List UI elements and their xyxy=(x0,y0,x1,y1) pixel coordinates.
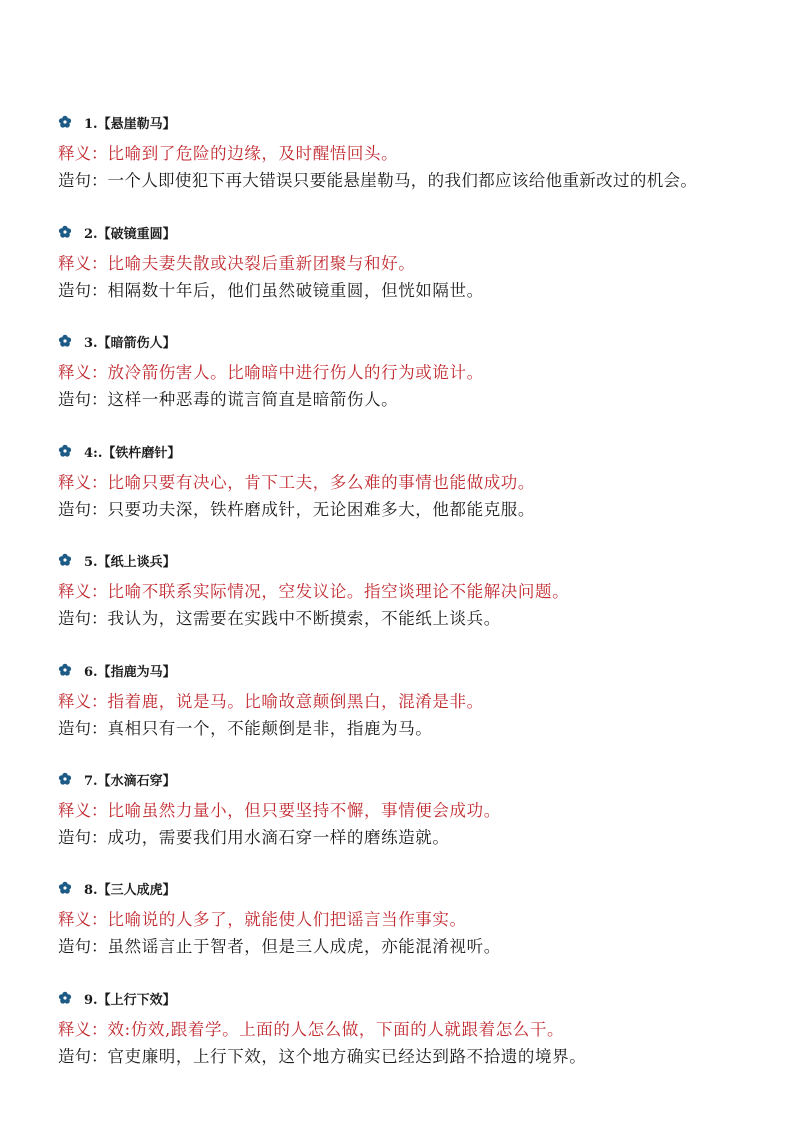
sentence-label: 造句： xyxy=(58,500,108,519)
sentence-line xyxy=(58,717,783,741)
meaning-label: 释义： xyxy=(58,363,108,382)
idiom-entry-3 xyxy=(58,330,783,412)
idiom-title: 7.【水滴石穿】 xyxy=(84,773,176,789)
meaning-line xyxy=(58,908,783,932)
sentence-line xyxy=(58,1045,783,1069)
flower-icon xyxy=(58,334,72,348)
idiom-title: 6.【指鹿为马】 xyxy=(84,664,176,680)
meaning-line xyxy=(58,471,783,495)
sentence-text: 只要功夫深，铁杵磨成针，无论困难多大，他都能克服。 xyxy=(107,500,535,519)
idiom-entry-6 xyxy=(58,659,783,741)
sentence-line xyxy=(58,607,783,631)
sentence-text: 我认为，这需要在实践中不断摸索，不能纸上谈兵。 xyxy=(107,609,501,628)
sentence-text: 一个人即使犯下再大错误只要能悬崖勒马，的我们都应该给他重新改过的机会。 xyxy=(107,171,698,190)
sentence-text: 相隔数十年后，他们虽然破镜重圆，但恍如隔世。 xyxy=(107,281,484,300)
sentence-label: 造句： xyxy=(58,281,108,300)
meaning-text: 比喻虽然力量小，但只要坚持不懈，事情便会成功。 xyxy=(107,801,501,820)
flower-icon xyxy=(58,663,72,677)
idiom-title: 4:.【铁杵磨针】 xyxy=(84,445,181,461)
idiom-heading xyxy=(58,111,783,133)
idiom-heading xyxy=(58,987,783,1009)
meaning-text: 比喻只要有决心，肯下工夫，多么难的事情也能做成功。 xyxy=(107,473,535,492)
sentence-label: 造句： xyxy=(58,828,108,847)
idiom-heading xyxy=(58,549,783,571)
sentence-line xyxy=(58,388,783,412)
idiom-title: 3.【暗箭伤人】 xyxy=(84,335,176,351)
idiom-title: 2.【破镜重圆】 xyxy=(84,226,176,242)
idiom-title: 1.【悬崖勒马】 xyxy=(84,116,176,132)
idiom-title: 5.【纸上谈兵】 xyxy=(84,554,176,570)
sentence-line xyxy=(58,498,783,522)
idiom-title: 9.【上行下效】 xyxy=(84,992,176,1008)
sentence-text: 真相只有一个，不能颠倒是非，指鹿为马。 xyxy=(107,719,433,738)
idiom-heading xyxy=(58,659,783,681)
sentence-text: 成功，需要我们用水滴石穿一样的磨练造就。 xyxy=(107,828,450,847)
meaning-label: 释义： xyxy=(58,692,108,711)
meaning-text: 比喻说的人多了，就能使人们把谣言当作事实。 xyxy=(107,910,467,929)
idiom-entry-4 xyxy=(58,440,783,522)
sentence-line xyxy=(58,279,783,303)
sentence-line xyxy=(58,169,783,193)
meaning-label: 释义： xyxy=(58,801,108,820)
idiom-entry-9 xyxy=(58,987,783,1069)
meaning-label: 释义： xyxy=(58,582,108,601)
idiom-heading xyxy=(58,768,783,790)
flower-icon xyxy=(58,991,72,1005)
sentence-label: 造句： xyxy=(58,719,108,738)
meaning-line xyxy=(58,142,783,166)
meaning-line xyxy=(58,252,783,276)
sentence-label: 造句： xyxy=(58,1047,108,1066)
meaning-text: 指着鹿，说是马。比喻故意颠倒黑白，混淆是非。 xyxy=(107,692,484,711)
idiom-entry-7 xyxy=(58,768,783,850)
sentence-label: 造句： xyxy=(58,390,108,409)
meaning-text: 比喻夫妻失散或决裂后重新团聚与和好。 xyxy=(107,254,416,273)
sentence-label: 造句： xyxy=(58,609,108,628)
meaning-line xyxy=(58,799,783,823)
flower-icon xyxy=(58,444,72,458)
meaning-label: 释义： xyxy=(58,1020,108,1039)
idiom-entry-5 xyxy=(58,549,783,631)
flower-icon xyxy=(58,772,72,786)
meaning-text: 效:仿效,跟着学。上面的人怎么做，下面的人就跟着怎么干。 xyxy=(107,1020,565,1039)
idiom-entry-1 xyxy=(58,111,783,193)
meaning-label: 释义： xyxy=(58,254,108,273)
idiom-heading xyxy=(58,330,783,352)
flower-icon xyxy=(58,115,72,129)
idiom-entry-8 xyxy=(58,877,783,959)
flower-icon xyxy=(58,553,72,567)
sentence-label: 造句： xyxy=(58,171,108,190)
idiom-title: 8.【三人成虎】 xyxy=(84,882,176,898)
idiom-heading xyxy=(58,877,783,899)
meaning-text: 比喻到了危险的边缘，及时醒悟回头。 xyxy=(107,144,399,163)
flower-icon xyxy=(58,225,72,239)
flower-icon xyxy=(58,881,72,895)
meaning-line xyxy=(58,361,783,385)
sentence-label: 造句： xyxy=(58,937,108,956)
sentence-line xyxy=(58,935,783,959)
sentence-text: 这样一种恶毒的谎言简直是暗箭伤人。 xyxy=(107,390,399,409)
meaning-line xyxy=(58,580,783,604)
meaning-text: 比喻不联系实际情况，空发议论。指空谈理论不能解决问题。 xyxy=(107,582,570,601)
sentence-line xyxy=(58,826,783,850)
meaning-line xyxy=(58,1018,783,1042)
meaning-label: 释义： xyxy=(58,144,108,163)
sentence-text: 官吏廉明，上行下效，这个地方确实已经达到路不拾遗的境界。 xyxy=(107,1047,587,1066)
meaning-line xyxy=(58,690,783,714)
meaning-text: 放冷箭伤害人。比喻暗中进行伤人的行为或诡计。 xyxy=(107,363,484,382)
sentence-text: 虽然谣言止于智者，但是三人成虎，亦能混淆视听。 xyxy=(107,937,501,956)
idiom-heading xyxy=(58,440,783,462)
meaning-label: 释义： xyxy=(58,473,108,492)
idiom-entry-2 xyxy=(58,221,783,303)
meaning-label: 释义： xyxy=(58,910,108,929)
idiom-heading xyxy=(58,221,783,243)
